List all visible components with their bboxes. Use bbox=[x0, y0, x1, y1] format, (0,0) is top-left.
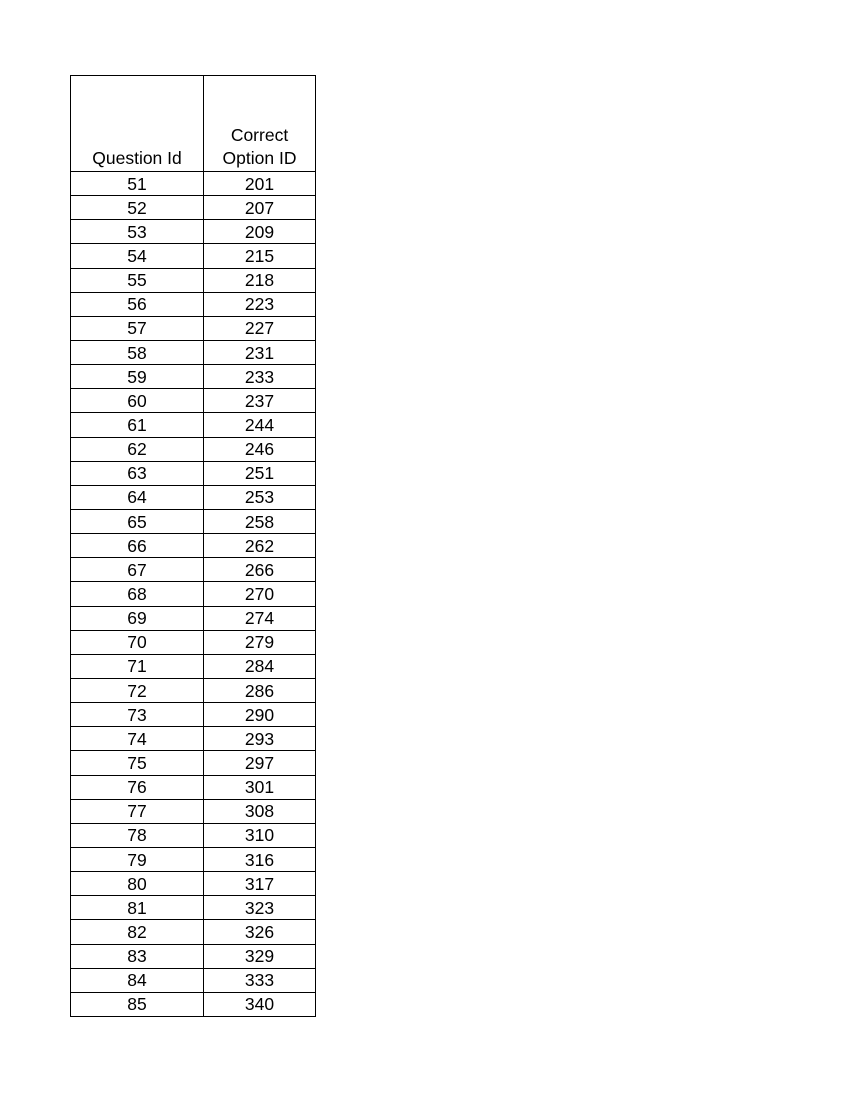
table-row bbox=[71, 340, 316, 364]
correct-option-id-cell: 233 bbox=[204, 365, 316, 389]
correct-option-id-cell: 253 bbox=[204, 485, 316, 509]
correct-option-id-cell: 317 bbox=[204, 872, 316, 896]
question-id-cell: 84 bbox=[71, 968, 204, 992]
correct-option-id-cell: 293 bbox=[204, 727, 316, 751]
table-row bbox=[71, 316, 316, 340]
question-id-cell: 85 bbox=[71, 992, 204, 1016]
header-question-id bbox=[71, 76, 204, 172]
correct-option-id-cell: 290 bbox=[204, 703, 316, 727]
question-id-cell: 61 bbox=[71, 413, 204, 437]
table-row bbox=[71, 485, 316, 509]
question-id-cell: 62 bbox=[71, 437, 204, 461]
table-row bbox=[71, 799, 316, 823]
answer-key-table bbox=[70, 75, 316, 1017]
table-row bbox=[71, 534, 316, 558]
table-row bbox=[71, 630, 316, 654]
table-row bbox=[71, 437, 316, 461]
correct-option-id-cell: 310 bbox=[204, 823, 316, 847]
correct-option-id-cell: 218 bbox=[204, 268, 316, 292]
table-row bbox=[71, 509, 316, 533]
correct-option-id-cell: 201 bbox=[204, 172, 316, 196]
correct-option-id-cell: 237 bbox=[204, 389, 316, 413]
table-row bbox=[71, 389, 316, 413]
table-row bbox=[71, 244, 316, 268]
table-row bbox=[71, 220, 316, 244]
correct-option-id-cell: 223 bbox=[204, 292, 316, 316]
correct-option-id-cell: 207 bbox=[204, 196, 316, 220]
question-id-cell: 70 bbox=[71, 630, 204, 654]
table-row bbox=[71, 872, 316, 896]
question-id-cell: 78 bbox=[71, 823, 204, 847]
question-id-cell: 51 bbox=[71, 172, 204, 196]
correct-option-id-cell: 340 bbox=[204, 992, 316, 1016]
question-id-cell: 80 bbox=[71, 872, 204, 896]
correct-option-id-cell: 333 bbox=[204, 968, 316, 992]
correct-option-id-cell: 286 bbox=[204, 678, 316, 702]
header-correct-option-line2: Option ID bbox=[222, 148, 297, 168]
table-row bbox=[71, 172, 316, 196]
correct-option-id-cell: 251 bbox=[204, 461, 316, 485]
header-correct-option-id bbox=[204, 76, 316, 172]
question-id-cell: 52 bbox=[71, 196, 204, 220]
table-row bbox=[71, 944, 316, 968]
question-id-cell: 58 bbox=[71, 340, 204, 364]
correct-option-id-cell: 326 bbox=[204, 920, 316, 944]
correct-option-id-cell: 227 bbox=[204, 316, 316, 340]
table-row bbox=[71, 920, 316, 944]
table-row bbox=[71, 582, 316, 606]
correct-option-id-cell: 270 bbox=[204, 582, 316, 606]
question-id-cell: 83 bbox=[71, 944, 204, 968]
correct-option-id-cell: 329 bbox=[204, 944, 316, 968]
header-question-id-label: Question Id bbox=[92, 148, 182, 168]
question-id-cell: 65 bbox=[71, 509, 204, 533]
correct-option-id-cell: 323 bbox=[204, 896, 316, 920]
question-id-cell: 79 bbox=[71, 847, 204, 871]
table-row bbox=[71, 413, 316, 437]
table-row bbox=[71, 461, 316, 485]
correct-option-id-cell: 244 bbox=[204, 413, 316, 437]
question-id-cell: 64 bbox=[71, 485, 204, 509]
table-row bbox=[71, 365, 316, 389]
correct-option-id-cell: 279 bbox=[204, 630, 316, 654]
table-row bbox=[71, 678, 316, 702]
question-id-cell: 60 bbox=[71, 389, 204, 413]
correct-option-id-cell: 297 bbox=[204, 751, 316, 775]
correct-option-id-cell: 209 bbox=[204, 220, 316, 244]
correct-option-id-cell: 266 bbox=[204, 558, 316, 582]
question-id-cell: 67 bbox=[71, 558, 204, 582]
table-row bbox=[71, 268, 316, 292]
correct-option-id-cell: 231 bbox=[204, 340, 316, 364]
correct-option-id-cell: 246 bbox=[204, 437, 316, 461]
question-id-cell: 68 bbox=[71, 582, 204, 606]
question-id-cell: 55 bbox=[71, 268, 204, 292]
question-id-cell: 75 bbox=[71, 751, 204, 775]
question-id-cell: 63 bbox=[71, 461, 204, 485]
correct-option-id-cell: 215 bbox=[204, 244, 316, 268]
table-row bbox=[71, 727, 316, 751]
table-row bbox=[71, 751, 316, 775]
table-body bbox=[71, 172, 316, 1017]
question-id-cell: 71 bbox=[71, 654, 204, 678]
table-row bbox=[71, 558, 316, 582]
table-row bbox=[71, 992, 316, 1016]
question-id-cell: 54 bbox=[71, 244, 204, 268]
question-id-cell: 66 bbox=[71, 534, 204, 558]
question-id-cell: 82 bbox=[71, 920, 204, 944]
correct-option-id-cell: 258 bbox=[204, 509, 316, 533]
table-row bbox=[71, 606, 316, 630]
question-id-cell: 69 bbox=[71, 606, 204, 630]
table-row bbox=[71, 775, 316, 799]
correct-option-id-cell: 284 bbox=[204, 654, 316, 678]
table-row bbox=[71, 703, 316, 727]
question-id-cell: 59 bbox=[71, 365, 204, 389]
table-row bbox=[71, 896, 316, 920]
correct-option-id-cell: 301 bbox=[204, 775, 316, 799]
question-id-cell: 76 bbox=[71, 775, 204, 799]
correct-option-id-cell: 274 bbox=[204, 606, 316, 630]
question-id-cell: 81 bbox=[71, 896, 204, 920]
correct-option-id-cell: 262 bbox=[204, 534, 316, 558]
question-id-cell: 73 bbox=[71, 703, 204, 727]
question-id-cell: 74 bbox=[71, 727, 204, 751]
question-id-cell: 57 bbox=[71, 316, 204, 340]
table-header-row bbox=[71, 76, 316, 172]
header-correct-option-line1: Correct bbox=[230, 125, 289, 145]
table-row bbox=[71, 196, 316, 220]
table-row bbox=[71, 292, 316, 316]
table-row bbox=[71, 968, 316, 992]
question-id-cell: 56 bbox=[71, 292, 204, 316]
question-id-cell: 77 bbox=[71, 799, 204, 823]
table-row bbox=[71, 823, 316, 847]
table-row bbox=[71, 847, 316, 871]
correct-option-id-cell: 308 bbox=[204, 799, 316, 823]
table-row bbox=[71, 654, 316, 678]
question-id-cell: 53 bbox=[71, 220, 204, 244]
question-id-cell: 72 bbox=[71, 678, 204, 702]
correct-option-id-cell: 316 bbox=[204, 847, 316, 871]
